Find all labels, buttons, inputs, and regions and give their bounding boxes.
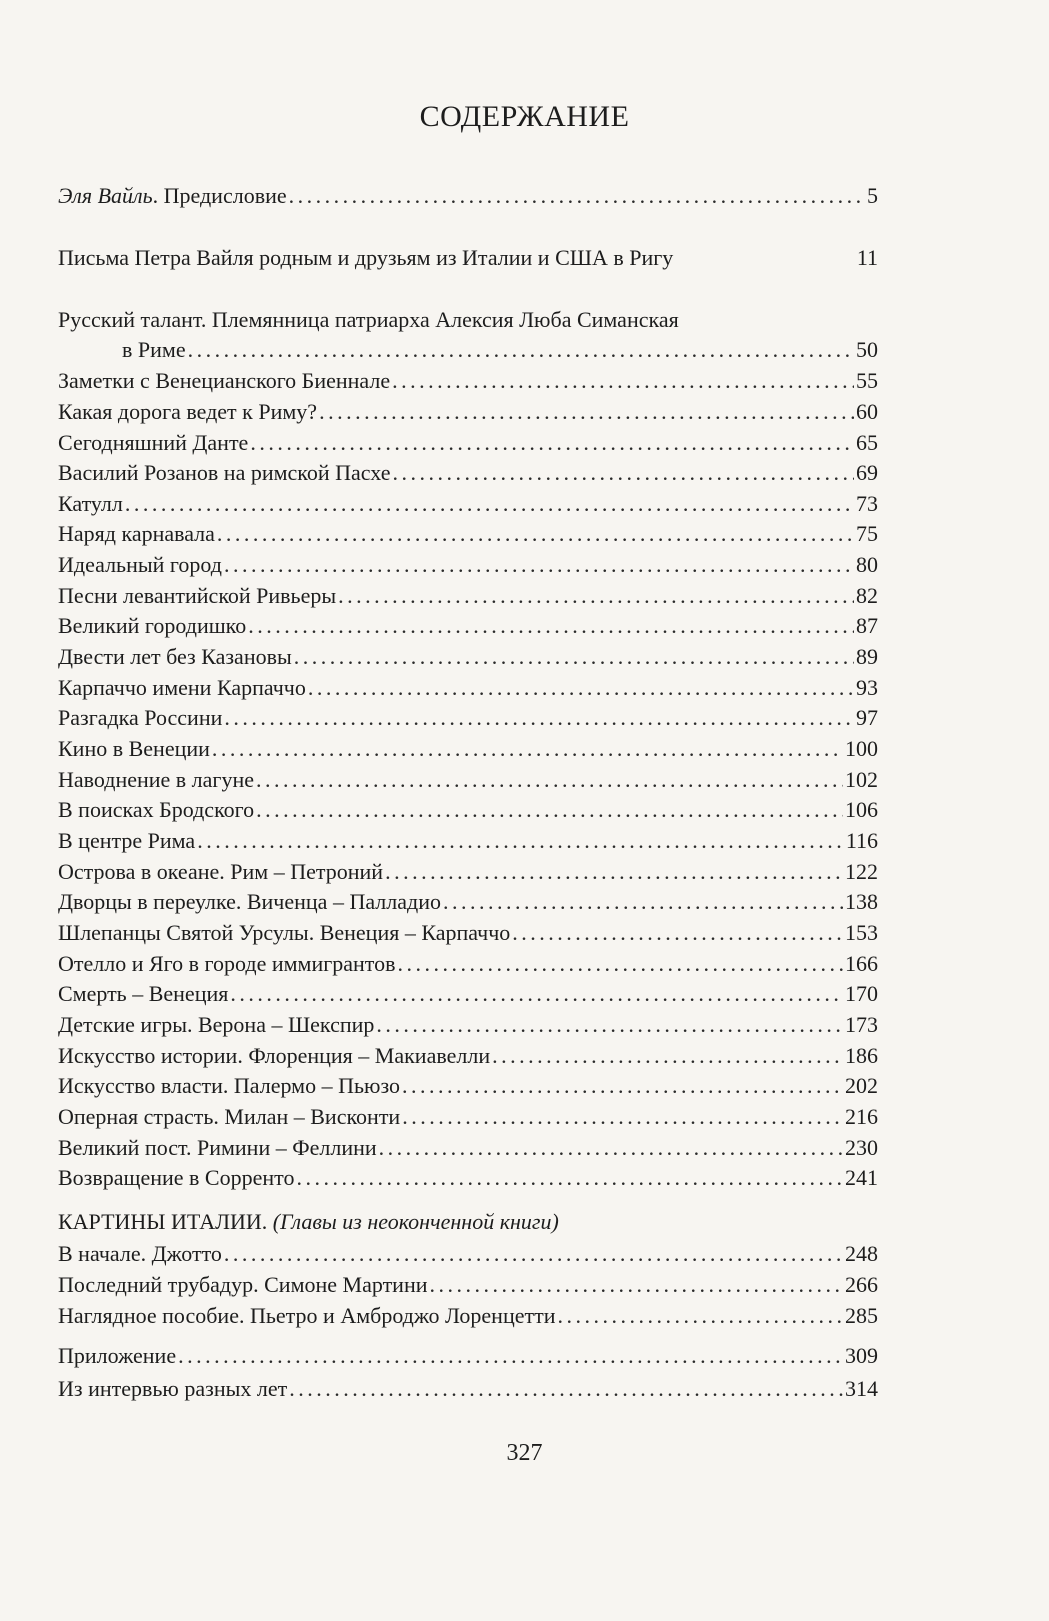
toc-entry-page: 87	[856, 613, 878, 638]
toc-entry-page: 122	[845, 859, 878, 884]
toc-entry-page: 50	[856, 337, 878, 362]
toc-entry-title: В центре Рима	[58, 828, 196, 853]
toc-section-title: КАРТИНЫ ИТАЛИИ.	[58, 1209, 268, 1234]
toc-entry-text: . Предисловие	[152, 183, 287, 208]
dot-leader	[289, 182, 865, 210]
toc-entry-page: 100	[845, 736, 878, 761]
toc-entry	[58, 702, 878, 732]
toc-entry-author: Эля Вайль	[58, 183, 153, 208]
toc-entry-title: Наводнение в лагуне	[58, 767, 254, 792]
toc-entry	[58, 427, 878, 457]
toc-entry-page: 248	[845, 1241, 878, 1266]
dot-leader	[248, 612, 854, 640]
toc-entry-page: 89	[856, 644, 878, 669]
dot-leader	[398, 950, 844, 978]
toc-entry-title: Острова в океане. Рим – Петроний	[58, 859, 384, 884]
toc-entry-page: 309	[845, 1343, 878, 1368]
toc-entry	[58, 1070, 878, 1100]
dot-leader	[212, 735, 843, 763]
toc-entry-title: Кино в Венеции	[58, 736, 210, 761]
toc-entry	[58, 1132, 878, 1162]
toc-entry	[58, 518, 878, 548]
toc-entry	[58, 1040, 878, 1070]
toc-entry-title: Шлепанцы Святой Урсулы. Венеция – Карпаччо	[58, 920, 511, 945]
toc-entry-title: Из интервью разных лет	[58, 1376, 288, 1401]
toc-entry	[58, 825, 878, 855]
toc-section-note: (Главы из неоконченной книги)	[272, 1209, 559, 1234]
toc-entry	[58, 764, 878, 794]
toc-entry	[58, 1101, 878, 1131]
dot-leader	[296, 1164, 843, 1192]
toc-entry-page: 186	[845, 1043, 878, 1068]
toc-entry	[58, 641, 878, 671]
toc-entry-title: Великий городишко	[58, 613, 247, 638]
dot-leader	[308, 674, 854, 702]
toc-entry-title: Разгадка Россини	[58, 705, 223, 730]
toc-entry-page: 102	[845, 767, 878, 792]
dot-leader	[294, 643, 854, 671]
toc-entry-page: 73	[856, 491, 878, 516]
dot-leader	[557, 1302, 843, 1330]
toc-entry	[58, 1162, 878, 1192]
toc-entry-title-line2: в Риме	[122, 337, 186, 362]
toc-entry-title: Какая дорога ведет к Риму?	[58, 399, 318, 424]
dot-leader	[402, 1072, 843, 1100]
dot-leader	[256, 766, 843, 794]
toc-entry-title: Дворцы в переулке. Виченца – Палладио	[58, 889, 441, 914]
dot-leader	[443, 888, 843, 916]
dot-leader	[224, 704, 854, 732]
toc-entry-title: Оперная страсть. Милан – Висконти	[58, 1104, 401, 1129]
toc-entry-page: 202	[845, 1073, 878, 1098]
toc-entry	[58, 917, 878, 947]
toc-entry	[58, 365, 878, 395]
toc-entry-title: Наглядное пособие. Пьетро и Амброджо Лоренцетти	[58, 1303, 556, 1328]
toc-entry-page: 230	[845, 1135, 878, 1160]
toc-entry-title-line1: Русский талант. Племянница патриарха Алексия Люба Симанская	[58, 307, 679, 332]
toc-entry	[58, 457, 878, 487]
toc-entry-title: Детские игры. Верона – Шекспир	[58, 1012, 375, 1037]
toc-entry-page: 55	[856, 368, 878, 393]
toc-entry-page: 75	[856, 521, 878, 546]
toc-entry-title: Великий пост. Римини – Феллини	[58, 1135, 377, 1160]
toc-entry-page: 314	[845, 1376, 878, 1401]
dot-leader	[338, 582, 854, 610]
toc-entry-title: Василий Розанов на римской Пасхе	[58, 460, 391, 485]
toc-entry-title: Двести лет без Казановы	[58, 644, 292, 669]
toc-entry-page: 60	[856, 399, 878, 424]
toc-entry-page: 166	[845, 951, 878, 976]
toc-entry-title: Искусство власти. Палермо – Пьюзо	[58, 1073, 400, 1098]
dot-leader	[376, 1011, 843, 1039]
toc-entry-page: 153	[845, 920, 878, 945]
toc-entry	[58, 180, 878, 210]
toc-entry-page: 65	[856, 430, 878, 455]
page-number: 327	[506, 1440, 543, 1466]
toc-entry-page: 106	[845, 797, 878, 822]
toc-entry	[58, 396, 878, 426]
dot-leader	[512, 919, 843, 947]
toc-section-heading	[58, 1208, 559, 1236]
toc-entry-title: Песни левантийской Ривьеры	[58, 583, 337, 608]
toc-entry	[58, 733, 878, 763]
dot-leader	[379, 1134, 843, 1162]
toc-entry	[58, 978, 878, 1008]
toc-entry	[58, 580, 878, 610]
dot-leader	[256, 796, 843, 824]
toc-entry-page: 69	[856, 460, 878, 485]
toc-entry-page: 138	[845, 889, 878, 914]
page-title: СОДЕРЖАНИЕ	[419, 100, 630, 133]
toc-entry-title: Искусство истории. Флоренция – Макиавелли	[58, 1043, 491, 1068]
dot-leader	[385, 858, 843, 886]
toc-entry-title: Заметки с Венецианского Биеннале	[58, 368, 391, 393]
dot-leader	[393, 459, 855, 487]
toc-entry-title	[58, 182, 287, 210]
toc-entry-title: Письма Петра Вайля родным и друзьям из Италии и США в Ригу	[58, 245, 674, 270]
dot-leader	[392, 367, 854, 395]
toc-entry-page: 170	[845, 981, 878, 1006]
toc-entry	[58, 1009, 878, 1039]
toc-entry-title: Отелло и Яго в городе иммигрантов	[58, 951, 396, 976]
toc-entry-page: 97	[856, 705, 878, 730]
toc-entry-page: 241	[845, 1165, 878, 1190]
dot-leader	[224, 551, 854, 579]
toc-entry	[58, 948, 878, 978]
toc-entry-title: Последний трубадур. Симоне Мартини	[58, 1272, 428, 1297]
dot-leader	[289, 1375, 843, 1403]
toc-entry-page: 266	[845, 1272, 878, 1297]
toc-entry-title: Приложение	[58, 1343, 177, 1368]
toc-entry	[58, 549, 878, 579]
toc-entry-page: 173	[845, 1012, 878, 1037]
toc-entry-page: 93	[856, 675, 878, 700]
toc-entry	[58, 672, 878, 702]
toc-entry	[58, 1373, 878, 1403]
toc-entry	[58, 856, 878, 886]
toc-entry-title: Катулл	[58, 491, 123, 516]
toc-entry-page: 80	[856, 552, 878, 577]
dot-leader	[430, 1271, 844, 1299]
toc-entry	[58, 1340, 878, 1370]
toc-entry-page: 11	[856, 245, 878, 270]
dot-leader	[230, 980, 843, 1008]
dot-leader	[125, 490, 854, 518]
toc-entry-page: 5	[867, 183, 878, 208]
toc-entry-title: Наряд карнавала	[58, 521, 215, 546]
dot-leader	[492, 1042, 843, 1070]
toc-entry	[58, 488, 878, 518]
toc-entry	[58, 334, 878, 364]
toc-entry-title: Возвращение в Сорренто	[58, 1165, 295, 1190]
toc-entry-title: Смерть – Венеция	[58, 981, 229, 1006]
dot-leader	[402, 1103, 843, 1131]
dot-leader	[178, 1342, 843, 1370]
dot-leader	[319, 398, 854, 426]
dot-leader	[224, 1240, 843, 1268]
dot-leader	[217, 520, 854, 548]
toc-entry	[58, 886, 878, 916]
toc-entry	[58, 1269, 878, 1299]
toc-entry	[58, 794, 878, 824]
toc-entry-page: 285	[845, 1303, 878, 1328]
toc-entry-title: Сегодняшний Данте	[58, 430, 249, 455]
dot-leader	[197, 827, 844, 855]
toc-entry	[58, 610, 878, 640]
dot-leader	[188, 336, 854, 364]
toc-entry-title: Идеальный город	[58, 552, 222, 577]
dot-leader	[250, 429, 854, 457]
toc-entry-page: 82	[856, 583, 878, 608]
toc-entry-title: В начале. Джотто	[58, 1241, 222, 1266]
toc-entry	[58, 242, 878, 272]
toc-entry-title: Карпаччо имени Карпаччо	[58, 675, 306, 700]
toc-entry	[58, 1300, 878, 1330]
toc-entry-page: 216	[845, 1104, 878, 1129]
toc-entry	[58, 1238, 878, 1268]
toc-entry-title: В поисках Бродского	[58, 797, 255, 822]
toc-entry-page: 116	[845, 828, 878, 853]
